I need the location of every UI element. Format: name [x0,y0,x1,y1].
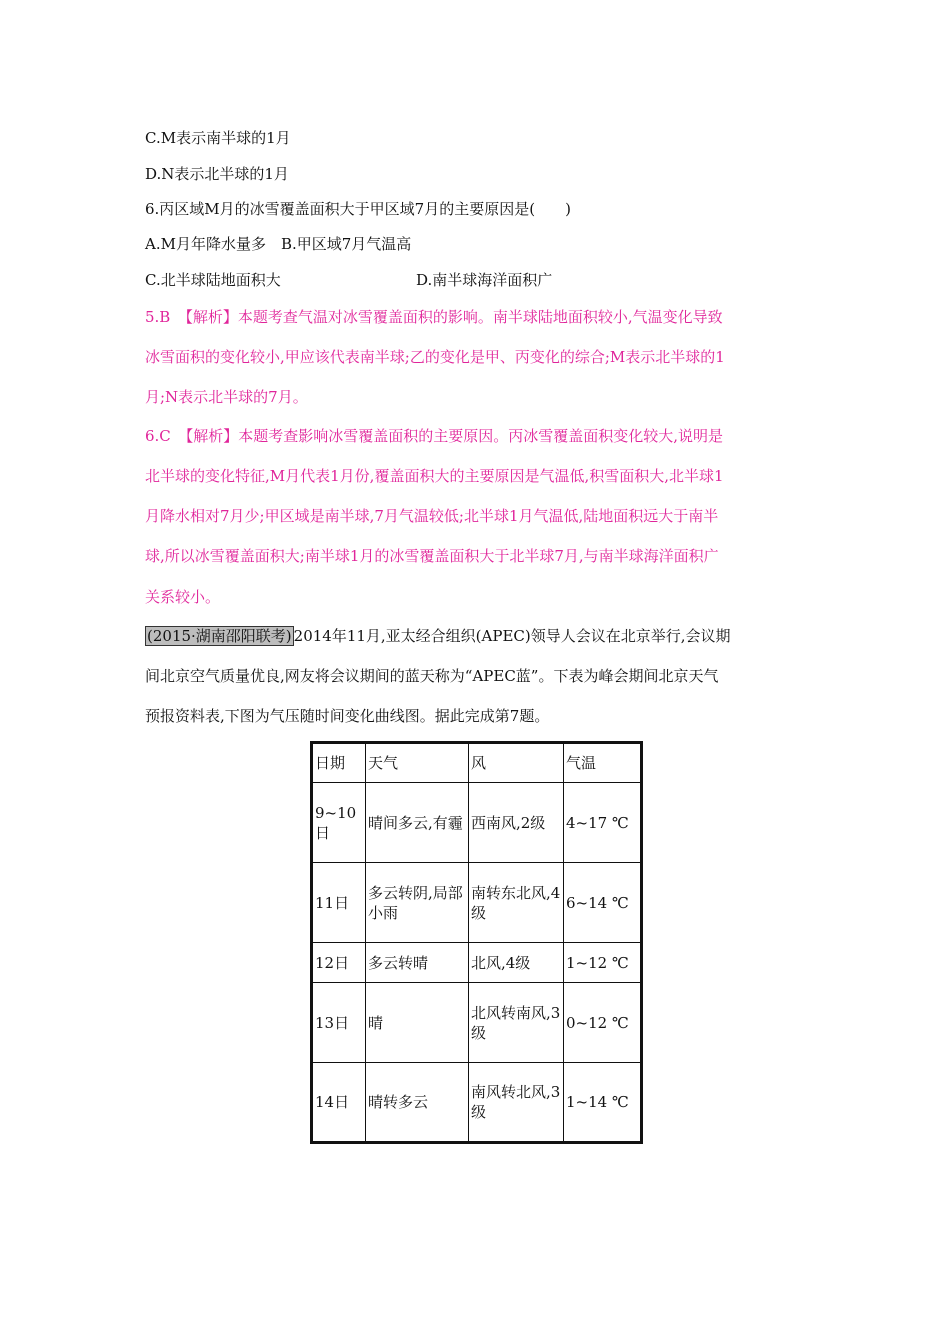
answer-6-line-5: 关系较小。 [145,588,221,606]
cell-temp: 1~14 ℃ [564,1063,642,1143]
cell-wind: 南转东北风,4级 [469,863,564,943]
cell-date: 11日 [312,863,366,943]
answer-6-line-2: 北半球的变化特征,M月代表1月份,覆盖面积大的主要原因是气温低,积雪面积大,北半球1 [145,467,724,485]
cell-temp: 4~17 ℃ [564,783,642,863]
answer-6-line-1: 6.C 【解析】本题考查影响冰雪覆盖面积的主要原因。丙冰雪覆盖面积变化较大,说明是 [145,427,724,445]
cell-wind: 北风,4级 [469,943,564,983]
header-temp: 气温 [564,743,642,783]
option-6ab: A.M月年降水量多 B.甲区域7月气温高 [145,235,412,253]
table-row [312,783,642,863]
cell-weather: 晴转多云 [366,1063,469,1143]
passage-line-1 [145,626,731,646]
weather-table [310,741,643,1144]
answer-6-line-3: 月降水相对7月少;甲区域是南半球,7月气温较低;北半球1月气温低,陆地面积远大于南半 [145,507,719,525]
cell-date: 12日 [312,943,366,983]
cell-weather: 多云转阴,局部小雨 [366,863,469,943]
table-row [312,943,642,983]
cell-temp: 0~12 ℃ [564,983,642,1063]
question-6-stem: 6.丙区域M月的冰雪覆盖面积大于甲区域7月的主要原因是( ) [145,200,571,218]
source-tag: (2015·湖南邵阳联考) [147,627,292,645]
cell-temp: 6~14 ℃ [564,863,642,943]
answer-6-line-4: 球,所以冰雪覆盖面积大;南半球1月的冰雪覆盖面积大于北半球7月,与南半球海洋面积广 [145,547,719,565]
cell-temp: 1~12 ℃ [564,943,642,983]
table-row [312,863,642,943]
passage-line-3: 预报资料表,下图为气压随时间变化曲线图。据此完成第7题。 [145,707,550,725]
header-date: 日期 [312,743,366,783]
header-wind: 风 [469,743,564,783]
table-row [312,1063,642,1143]
table-header-row [312,743,642,783]
cell-wind: 北风转南风,3级 [469,983,564,1063]
cell-date: 13日 [312,983,366,1063]
option-5d: D.N表示北半球的1月 [145,165,289,183]
table-row [312,983,642,1063]
cell-wind: 西南风,2级 [469,783,564,863]
answer-5-line-2: 冰雪面积的变化较小,甲应该代表南半球;乙的变化是甲、丙变化的综合;M表示北半球的1 [145,348,725,366]
cell-weather: 晴间多云,有霾 [366,783,469,863]
cell-date: 14日 [312,1063,366,1143]
answer-5-line-3: 月;N表示北半球的7月。 [145,388,308,406]
option-6d: D.南半球海洋面积广 [416,271,553,289]
passage-text-1: 2014年11月,亚太经合组织(APEC)领导人会议在北京举行,会议期 [293,627,731,645]
option-6cd-row [145,270,553,290]
header-weather: 天气 [366,743,469,783]
cell-weather: 多云转晴 [366,943,469,983]
option-6c: C.北半球陆地面积大 [145,271,281,289]
cell-wind: 南风转北风,3级 [469,1063,564,1143]
answer-5-line-1: 5.B 【解析】本题考查气温对冰雪覆盖面积的影响。南半球陆地面积较小,气温变化导致 [145,308,723,326]
option-5c: C.M表示南半球的1月 [145,129,291,147]
passage-line-2: 间北京空气质量优良,网友将会议期间的蓝天称为“APEC蓝”。下表为峰会期间北京天气 [145,667,719,685]
cell-weather: 晴 [366,983,469,1063]
cell-date: 9~10日 [312,783,366,863]
